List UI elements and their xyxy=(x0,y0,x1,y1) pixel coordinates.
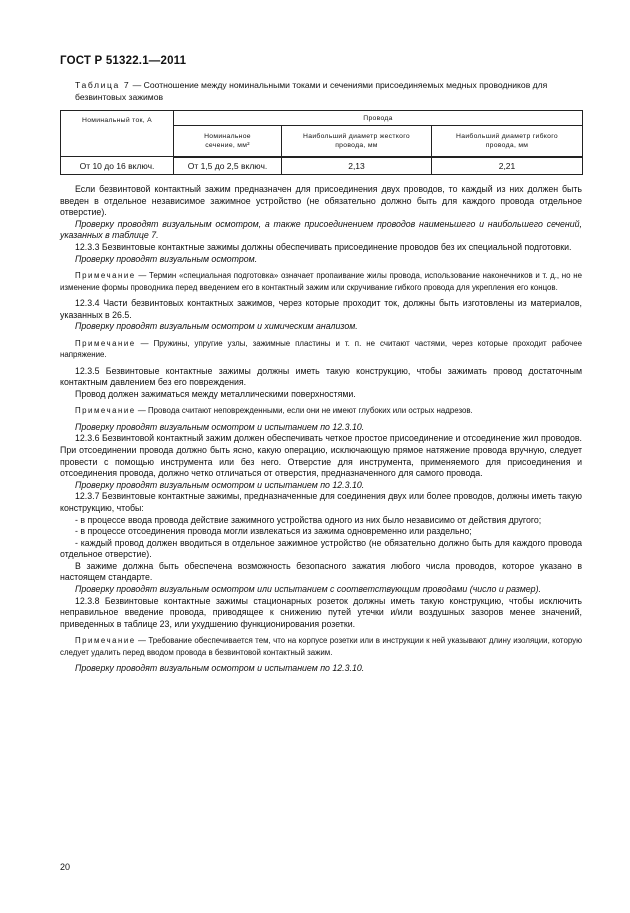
table-row xyxy=(61,157,583,175)
clause-12-3-8: 12.3.8 Безвинтовые контактные зажимы стационарных розеток должны иметь такую конструкцию, чтобы исключить неправильное введение провода, приводящее к снижению путей утечки и/или воздушных зазоров менее значений, приведенных в таблице 23, или ухудшению функционирования розетки. xyxy=(60,595,582,629)
check-paragraph: Проверку проводят визуальным осмотром или испытанием с соответствующим проводами (число и размер). xyxy=(75,584,541,595)
paragraph: Если безвинтовой контактный зажим предназначен для присоединения двух проводов, то каждый из них должен быть введен в отдельное независимое зажимное устройство (не обязательно должно быть для каждого провода отдельное отверстие). xyxy=(60,184,582,218)
check-paragraph: Проверку проводят визуальным осмотром и испытанием по 12.3.10. xyxy=(75,479,365,490)
note xyxy=(60,405,582,416)
note-text: — Провода считают неповрежденными, если они не имеют глубоких или острых надрезов. xyxy=(135,406,473,416)
header-rigid-diameter: Наибольший диаметр жесткого провода, мм xyxy=(282,126,432,157)
list-item: - в процессе отсоединения провода могли извлекаться из зажима одновременно или раздельно; xyxy=(75,526,472,537)
note-lead: Примечание xyxy=(75,636,136,646)
check-paragraph: Проверку проводят визуальным осмотром и испытанием по 12.3.10. xyxy=(75,663,365,674)
clause-12-3-3: 12.3.3 Безвинтовые контактные зажимы должны обеспечивать присоединение проводов без их специальной подготовки. xyxy=(75,241,572,252)
note-text: — Термин «специальная подготовка» означает пропаивание жилы провода, использование наконечников и т. д., но не изменение формы проводника перед введением его в контактный зажим или скручивание гибкого провода для укрепления его концов. xyxy=(60,271,582,292)
note-lead: Примечание xyxy=(75,406,136,416)
clause-12-3-4: 12.3.4 Части безвинтовых контактных зажимов, через которые проходит ток, должны быть изготовлены из материалов, указанных в 26.5. xyxy=(60,297,582,320)
note-text: — Требование обеспечивается тем, что на корпусе розетки или в инструкции к ней указывают длину изоляции, которую следует удалить перед вводом провода в безвинтовой контактный зажим. xyxy=(60,636,582,657)
cell-section: От 1,5 до 2,5 включ. xyxy=(174,157,282,175)
check-paragraph: Проверку проводят визуальным осмотром. xyxy=(75,253,258,264)
note-lead: Примечание xyxy=(75,338,136,348)
cell-current: От 10 до 16 включ. xyxy=(61,157,174,175)
page-number: 20 xyxy=(60,862,71,872)
note xyxy=(60,338,582,361)
table-7 xyxy=(60,110,583,175)
list-item: - в процессе ввода провода действие зажимного устройства одного из них было независимо от действия другого; xyxy=(75,514,542,525)
clause-12-3-5: 12.3.5 Безвинтовые контактные зажимы должны иметь такую конструкцию, чтобы зажимать провод достаточным контактным давлением без его повреждения. xyxy=(60,365,582,388)
document-body xyxy=(60,184,582,675)
check-paragraph: Проверку проводят визуальным осмотром и химическим анализом. xyxy=(75,321,358,332)
clause-12-3-6: 12.3.6 Безвинтовой контактный зажим должен обеспечивать четкое простое присоединение и отсоединение жил проводов. При отсоединении провода должно быть ясно, какую операцию, исключающую прямое натяжение провода вручную, следует провести с помощью инструмента или без него. Отверстие для инструмента, применяемого для присоединения и отсоединения провода, должно четко отличаться от отверстия, предназначенного для самого провода. xyxy=(60,433,582,479)
note-lead: Примечание xyxy=(75,271,136,281)
header-nominal-current: Номинальный ток, А xyxy=(61,111,174,157)
paragraph: В зажиме должна быть обеспечена возможность безопасного зажатия любого числа проводов, которое указано в настоящем стандарте. xyxy=(60,560,582,583)
table-caption xyxy=(75,80,583,103)
header-wires-group: Провода xyxy=(174,111,583,126)
note xyxy=(60,635,582,658)
cell-rigid: 2,13 xyxy=(282,157,432,175)
document-header: ГОСТ Р 51322.1—2011 xyxy=(60,55,187,67)
note-text: — Пружины, упругие узлы, зажимные пластины и т. п. не считают частями, через которые проходит рабочее напряжение. xyxy=(60,338,582,360)
check-paragraph: Проверку проводят визуальным осмотром и испытанием по 12.3.10. xyxy=(75,421,365,432)
check-paragraph: Проверку проводят визуальным осмотром, а также присоединением проводов наименьшего и наибольшего сечений, указанных в таблице 7. xyxy=(60,218,582,241)
cell-flexible: 2,21 xyxy=(432,157,583,175)
header-section: Номинальное сечение, мм² xyxy=(174,126,282,157)
paragraph: Провод должен зажиматься между металлическими поверхностями. xyxy=(75,388,356,399)
header-flexible-diameter: Наибольший диаметр гибкого провода, мм xyxy=(432,126,583,157)
table-caption-lead: Таблица 7 xyxy=(75,80,131,90)
table-caption-text: — Соотношение между номинальными токами и сечениями присоединяемых медных проводников для безвинтовых зажимов xyxy=(75,80,548,102)
clause-12-3-7: 12.3.7 Безвинтовые контактные зажимы, предназначенные для соединения двух или более проводов, должны иметь такую конструкцию, чтобы: xyxy=(60,491,582,513)
note xyxy=(60,270,582,293)
list-item: - каждый провод должен вводиться в отдельное зажимное устройство (не обязательно должно быть для каждого провода отдельное отверстие). xyxy=(60,537,582,560)
